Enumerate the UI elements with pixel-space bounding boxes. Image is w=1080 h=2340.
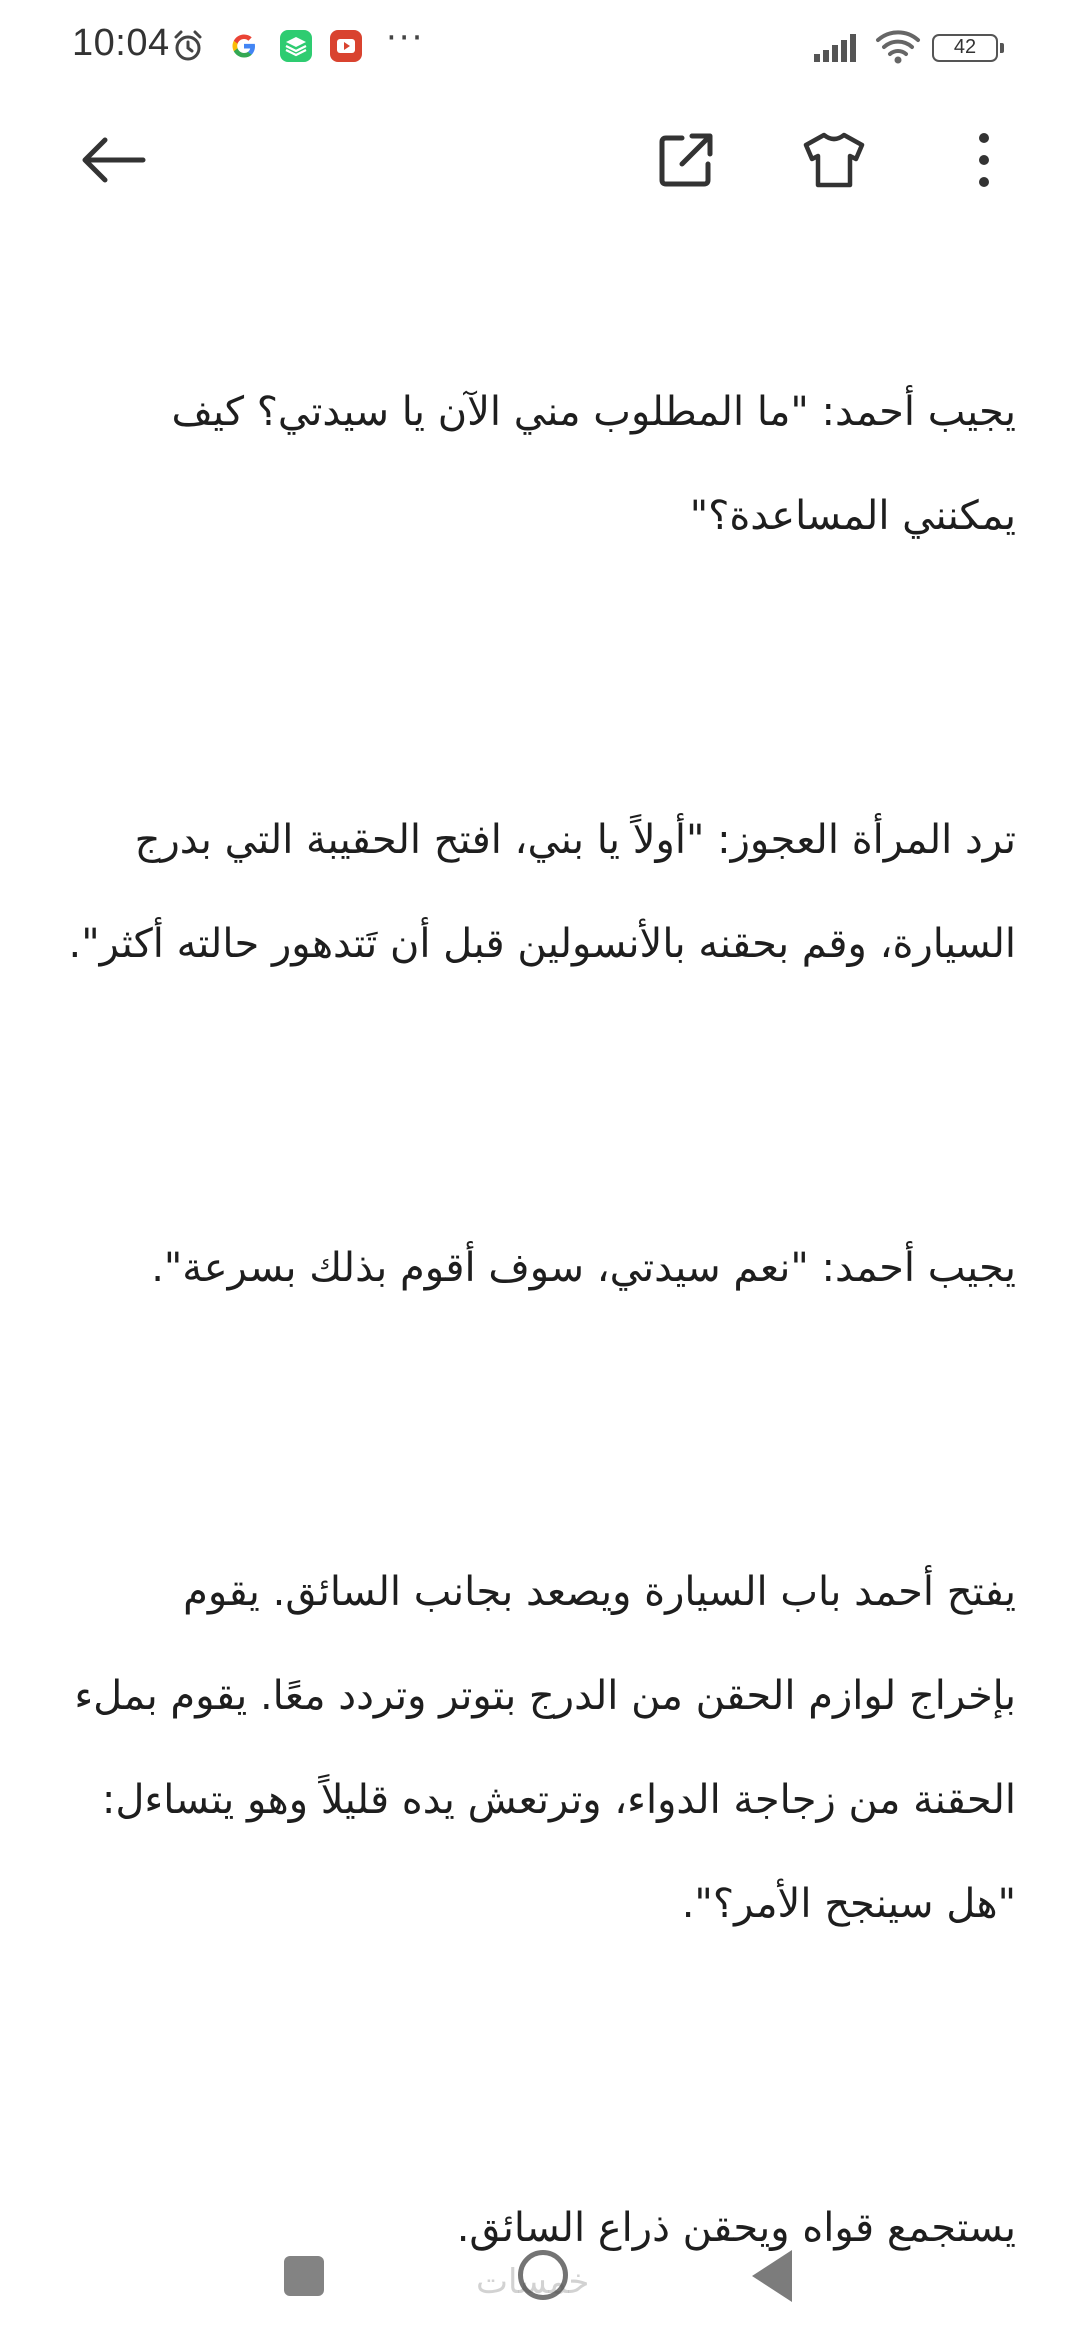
status-bar — [0, 0, 1080, 96]
google-icon — [228, 30, 260, 62]
tube-app-icon — [330, 30, 362, 62]
top-toolbar — [0, 100, 1080, 220]
article-content — [66, 360, 1016, 2280]
battery-icon: 42 — [932, 34, 998, 62]
paragraph: ترد المرأة العجوز: "أولاً يا بني، افتح الحقيبة التي بدرج السيارة، وقم بحقنه بالأنسولين قبل أن تَتدهور حالته أكثر". — [68, 817, 1016, 967]
recents-button[interactable] — [284, 2256, 324, 2296]
paragraph: يجيب أحمد: "ما المطلوب مني الآن يا سيدتي؟ كيف يمكنني المساعدة؟" — [171, 389, 1016, 539]
shirt-icon[interactable] — [798, 124, 870, 196]
signal-icon — [812, 30, 864, 66]
home-button[interactable] — [518, 2250, 568, 2300]
paragraph: يفتح أحمد باب السيارة ويصعد بجانب السائق. يقوم بإخراج لوازم الحقن من الدرج بتوتر وتردد معًا. يقوم بملء الحقنة من زجاجة الدواء، وترتعش يده قليلاً وهو يتساءل: "هل سينجح الأمر؟". — [74, 1569, 1016, 1927]
back-button[interactable] — [752, 2250, 792, 2302]
paragraph: يجيب أحمد: "نعم سيدتي، سوف أقوم بذلك بسرعة". — [151, 1245, 1016, 1291]
more-vert-icon[interactable] — [948, 124, 1020, 196]
open-external-icon[interactable] — [650, 124, 722, 196]
alarm-icon — [170, 28, 206, 64]
stack-app-icon — [280, 30, 312, 62]
paragraph: يستجمع قواه ويحقن ذراع السائق. — [456, 2205, 1016, 2251]
more-notifications-indicator: ··· — [386, 18, 425, 58]
status-time: 10:04 — [72, 22, 170, 64]
back-arrow-icon[interactable] — [76, 124, 148, 196]
watermark: خمسات — [476, 2262, 590, 2302]
wifi-icon — [874, 26, 922, 66]
